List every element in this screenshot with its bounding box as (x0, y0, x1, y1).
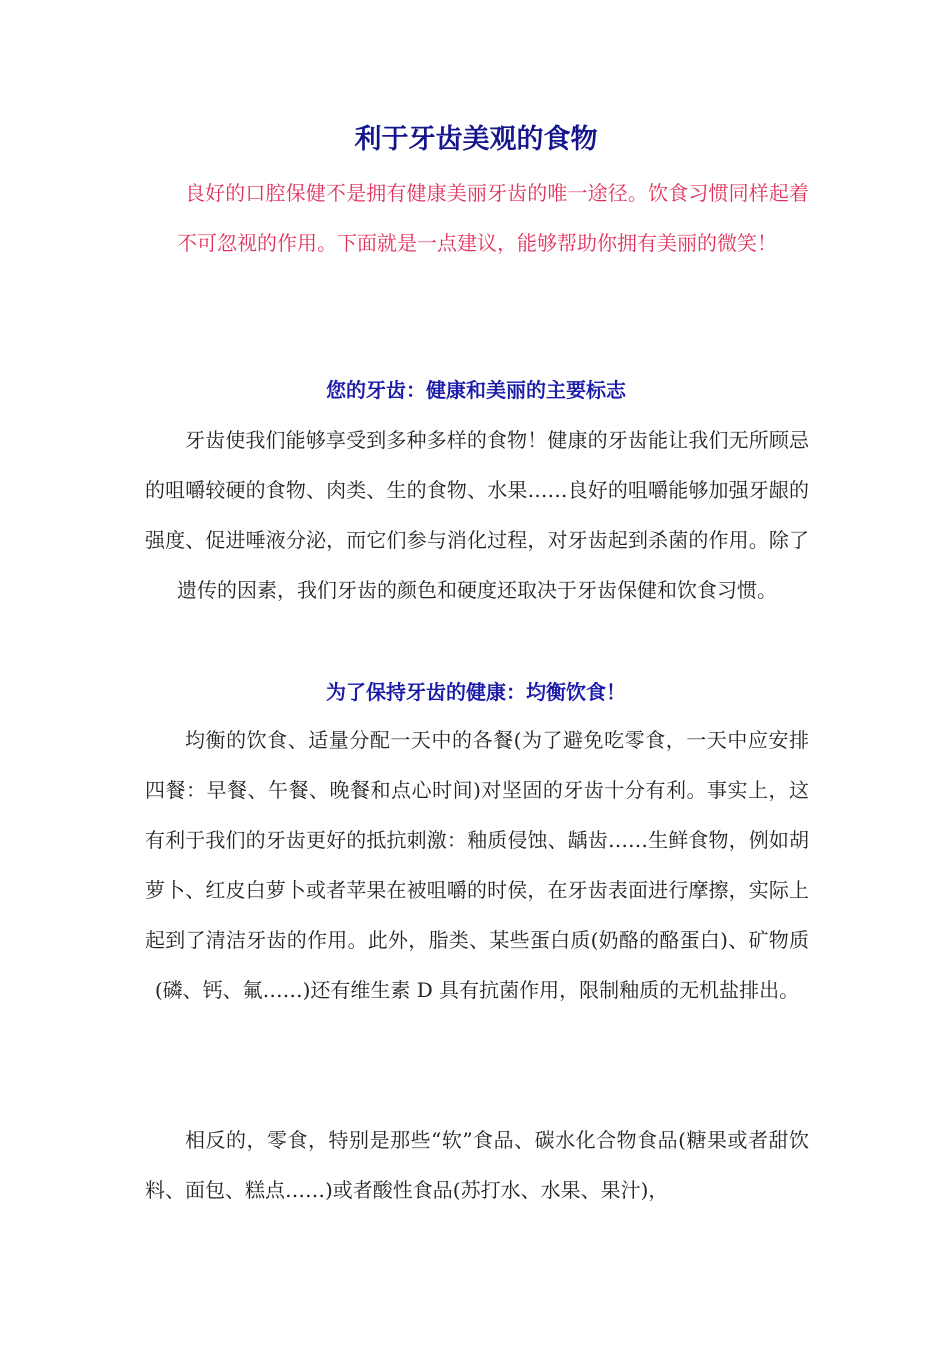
intro-paragraph: 良好的口腔保健不是拥有健康美丽牙齿的唯一途径。饮食习惯同样起着不可忽视的作用。下面就是一点建议，能够帮助你拥有美丽的微笑！ (177, 181, 809, 255)
closing-paragraph: 相反的，零食，特别是那些“软”食品、碳水化合物食品(糖果或者甜饮料、面包、糕点……)或者酸性食品(苏打水、水果、果汁)， (145, 1128, 809, 1202)
section-heading-balanced-diet: 为了保持牙齿的健康：均衡饮食！ (326, 680, 626, 704)
document-title: 利于牙齿美观的食物 (354, 124, 598, 155)
section-paragraph-teeth-health: 牙齿使我们能够享受到多种多样的食物！健康的牙齿能让我们无所顾忌的咀嚼较硬的食物、肉类、生的食物、水果……良好的咀嚼能够加强牙龈的强度、促进唾液分泌，而它们参与消化过程，对牙齿起到杀菌的作用。除了遗传的因素，我们牙齿的颜色和硬度还取决于牙齿保健和饮食习惯。 (145, 428, 809, 602)
section-heading-teeth-health: 您的牙齿：健康和美丽的主要标志 (326, 378, 626, 402)
section-paragraph-balanced-diet: 均衡的饮食、适量分配一天中的各餐(为了避免吃零食，一天中应安排四餐：早餐、午餐、晚餐和点心时间)对坚固的牙齿十分有利。事实上，这有利于我们的牙齿更好的抵抗刺激：釉质侵蚀、龋齿……生鲜食物，例如胡萝卜、红皮白萝卜或者苹果在被咀嚼的时侯，在牙齿表面进行摩擦，实际上起到了清洁牙齿的作用。此外，脂类、某些蛋白质(奶酪的酪蛋白)、矿物质(磷、钙、氟……)还有维生素 D 具有抗菌作用，限制釉质的无机盐排出。 (145, 728, 809, 1002)
